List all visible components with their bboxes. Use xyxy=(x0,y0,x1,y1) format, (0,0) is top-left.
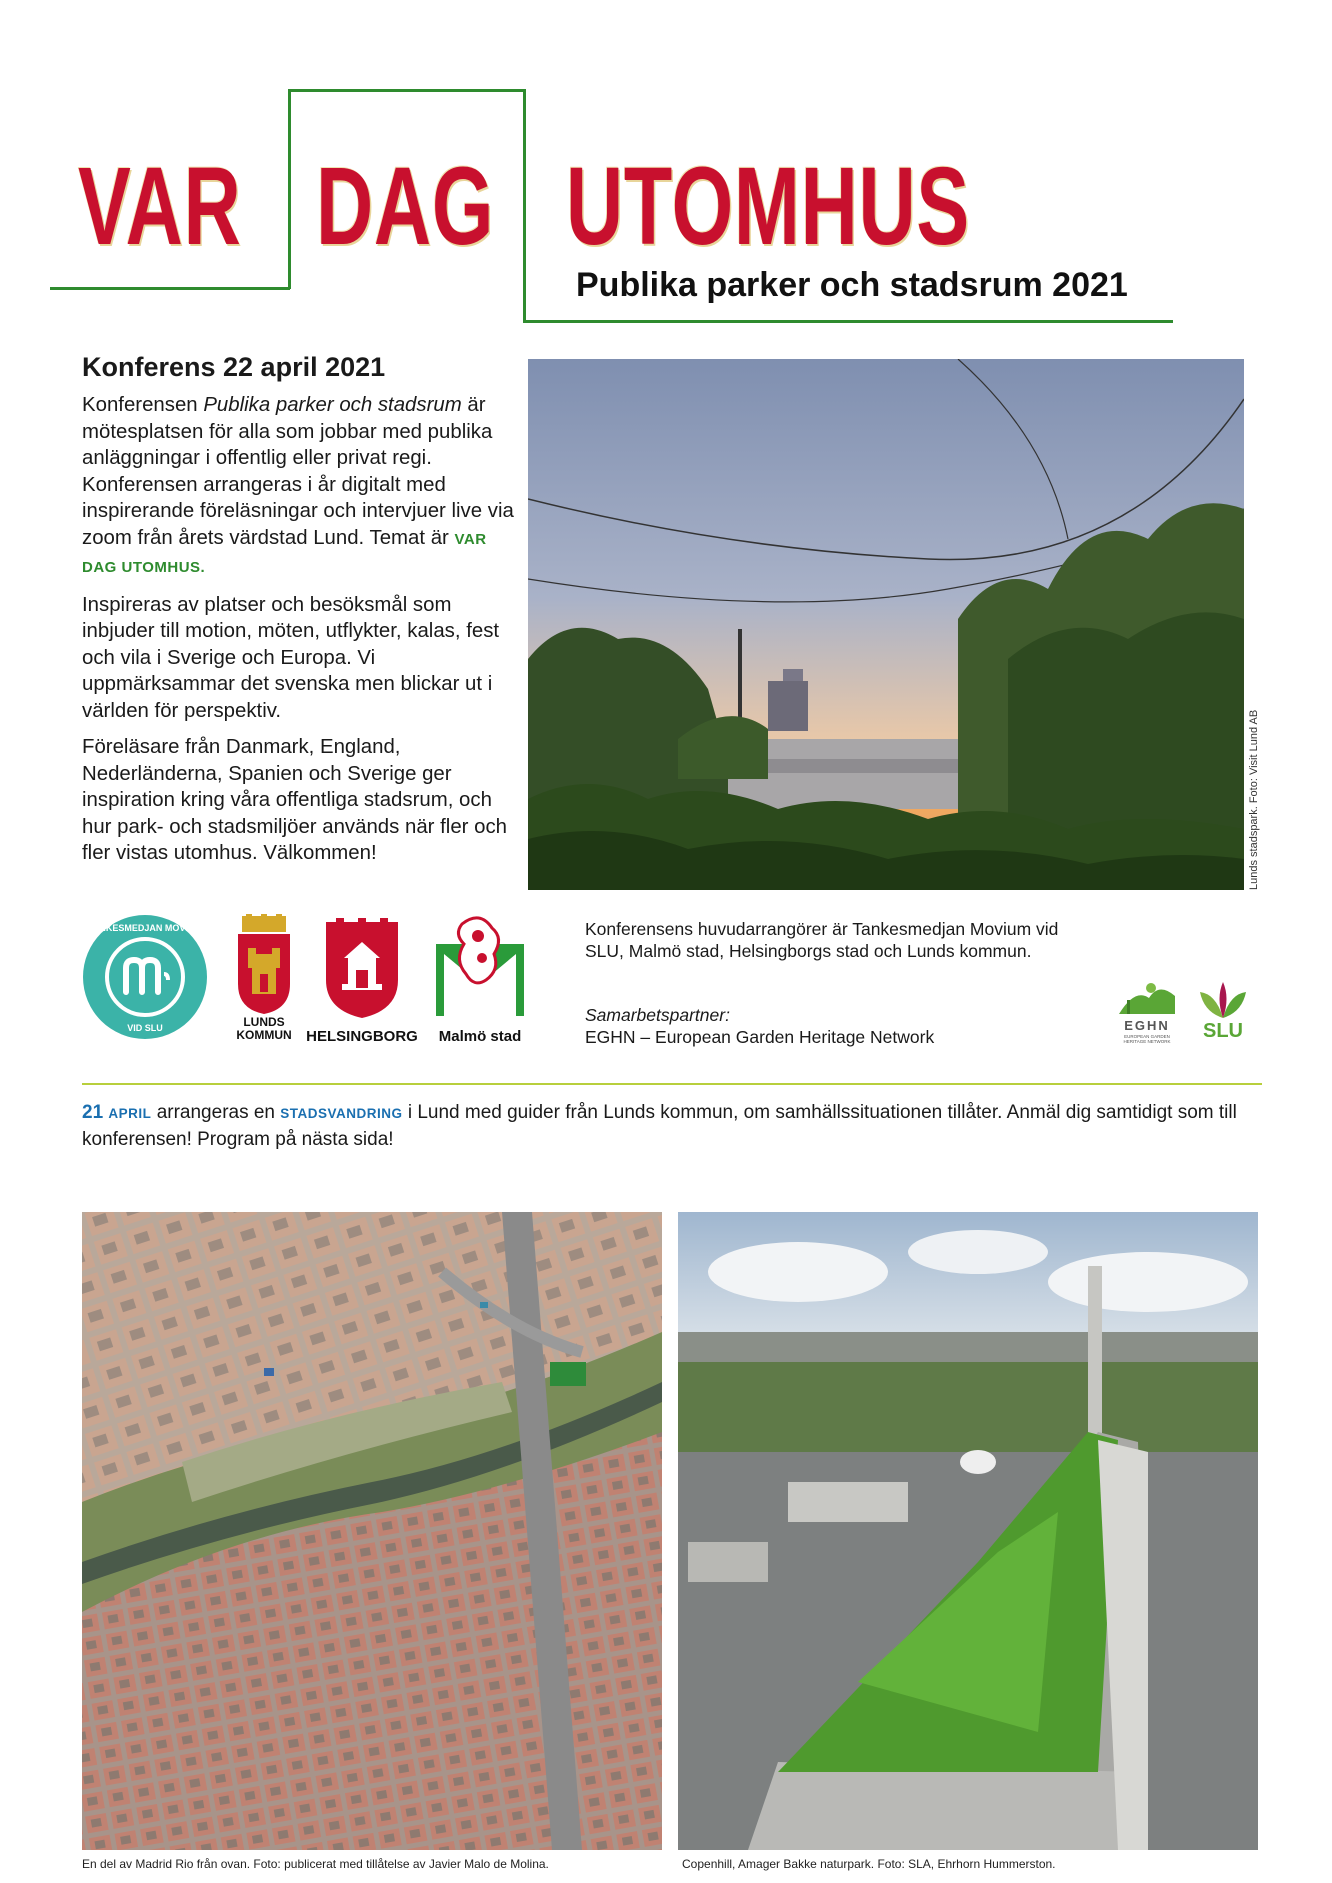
page-subtitle: Publika parker och stadsrum 2021 xyxy=(576,266,1128,304)
movium-logo xyxy=(82,914,208,1040)
copenhill-photo xyxy=(678,1212,1258,1850)
caption-madrid: En del av Madrid Rio från ovan. Foto: publicerat med tillåtelse av Javier Malo de Molina. xyxy=(82,1857,549,1871)
helsingborg-logo xyxy=(302,918,422,1048)
lund-park-photo xyxy=(528,359,1244,890)
frame-line-left xyxy=(288,89,291,289)
slu-logo xyxy=(1194,982,1252,1046)
frame-line-base-right xyxy=(523,320,1173,323)
photo-credit-top: Lunds stadspark. Foto: Visit Lund AB xyxy=(1248,709,1260,890)
frame-line-top xyxy=(290,89,526,92)
lunds-kommun-logo xyxy=(234,914,294,1044)
helsingborg-label: HELSINGBORG xyxy=(306,1028,418,1045)
title-word-dag: DAG xyxy=(316,145,495,268)
walk-date-number: 21 xyxy=(82,1102,104,1123)
malmo-stad-label: Malmö stad xyxy=(438,1028,522,1045)
movium-logo-text-bottom: VID SLU xyxy=(127,1023,163,1033)
movium-logo-text-top: TANKESMEDJAN MOVIUM xyxy=(88,923,202,933)
walk-label: STADSVANDRING xyxy=(280,1106,403,1121)
madrid-rio-photo xyxy=(82,1212,662,1850)
frame-line-right xyxy=(523,89,526,323)
intro-heading: Konferens 22 april 2021 xyxy=(82,352,386,382)
intro-paragraph-1: Konferensen Publika parker och stadsrum är mötesplatsen för alla som jobbar med publika anläggningar i offentlig eller privat regi. Konferensen arrangeras i år digitalt med inspirerande föreläsningar och intervjuer live via zoom från årets värdstad Lund. Temat är VAR DAG UTOMHUS. xyxy=(82,394,514,576)
malmo-stad-logo xyxy=(430,914,530,1044)
slu-label: SLU xyxy=(1203,1020,1243,1042)
partner-value: EGHN – European Garden Heritage Network xyxy=(585,1027,935,1047)
city-walk-announcement: 21 APRIL arrangeras en STADSVANDRING i Lund med guider från Lunds kommun, om samhällssituationen tillåter. Anmäl dig samtidigt som till konferensen! Program på nästa sida! xyxy=(82,1102,1237,1150)
intro-body xyxy=(82,392,522,877)
eghn-label: EGHN xyxy=(1124,1018,1170,1033)
organizers-text: Konferensens huvudarrangörer är Tankesmedjan Movium vid SLU, Malmö stad, Helsingborgs stad och Lunds kommun. xyxy=(585,919,1059,961)
walk-date-month: APRIL xyxy=(108,1106,152,1121)
section-divider xyxy=(82,1083,1262,1085)
intro-paragraph-2: Inspireras av platser och besöksmål som inbjuder till motion, möten, utflykter, kalas, fest och vila i Sverige och Europa. Vi uppmärksammar det svenska men blickar ut i världen för perspektiv. xyxy=(82,593,500,722)
lunds-kommun-label: LUNDS KOMMUN xyxy=(236,1015,292,1042)
caption-copenhill: Copenhill, Amager Bakke naturpark. Foto: SLA, Ehrhorn Hummerston. xyxy=(682,1857,1056,1871)
frame-line-base-left xyxy=(50,287,290,290)
eghn-logo xyxy=(1115,978,1179,1044)
title-word-utomhus: UTOMHUS xyxy=(566,145,970,268)
partner-label: Samarbetspartner: xyxy=(585,1005,730,1025)
theme-label: VAR DAG UTOMHUS. xyxy=(82,530,487,576)
intro-paragraph-3: Föreläsare från Danmark, England, Nederländerna, Spanien och Sverige ger inspiration kring våra offentliga stadsrum, och hur park- och stadsmiljöer används när fler och fler vistas utomhus. Välkommen! xyxy=(82,736,508,864)
eghn-sublabel: EUROPEAN GARDEN HERITAGE NETWORK xyxy=(1123,1034,1171,1044)
title-word-var: VAR xyxy=(78,145,242,268)
